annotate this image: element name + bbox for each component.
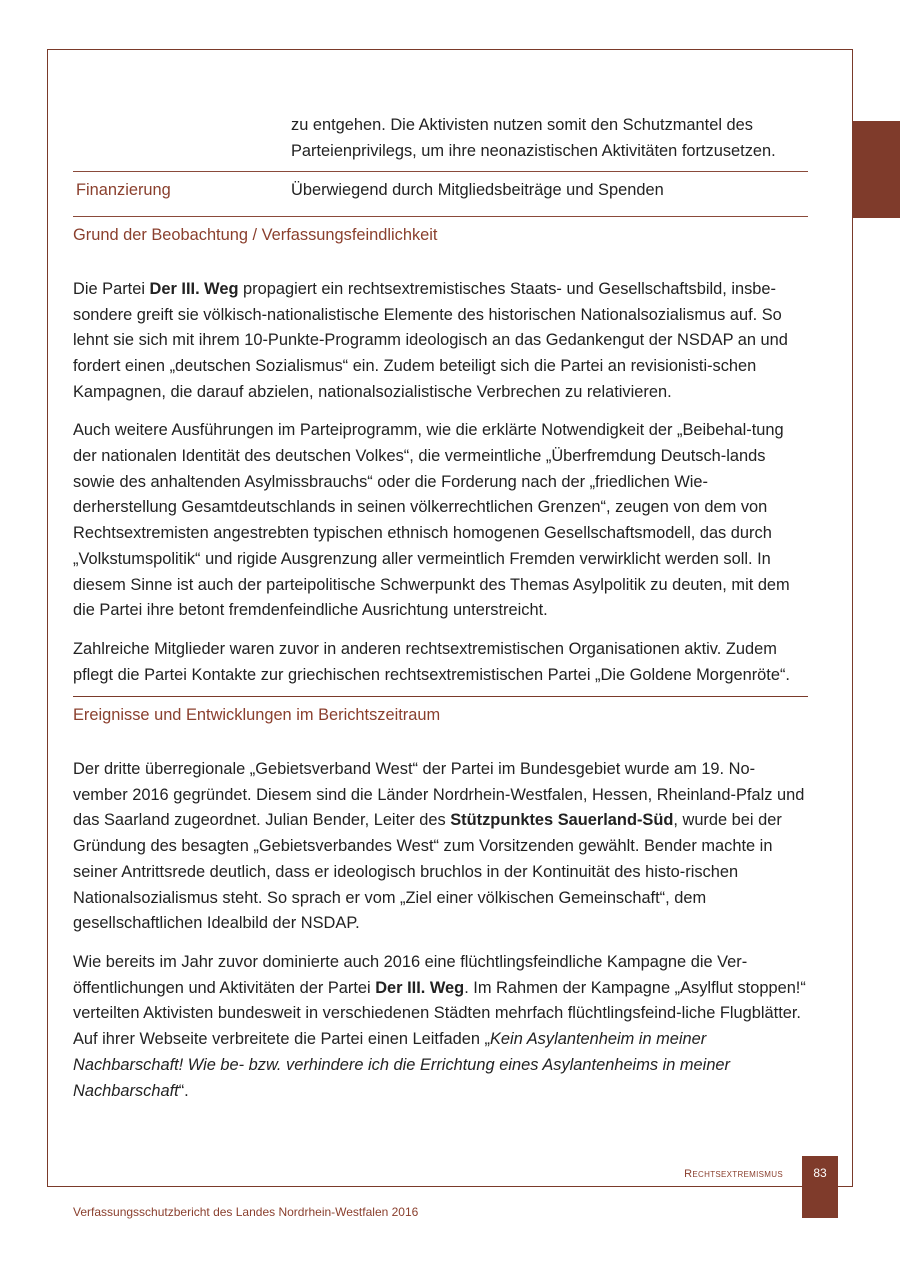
page-number: 83: [813, 1166, 827, 1180]
continued-line-1: zu entgehen. Die Aktivisten nutzen somit den Schutzmantel des: [291, 116, 753, 134]
document-title: Verfassungsschutzbericht des Landes Nordrhein-Westfalen 2016: [73, 1205, 419, 1219]
section-heading-grund: Grund der Beobachtung / Verfassungsfeindlichkeit: [73, 226, 438, 245]
section-heading-ereignisse: Ereignisse und Entwicklungen im Berichtszeitraum: [73, 706, 441, 725]
row-value: Überwiegend durch Mitgliedsbeiträge und Spenden: [291, 181, 664, 200]
running-section-title: Rechtsextremismus: [684, 1168, 783, 1180]
paragraph: Wie bereits im Jahr zuvor dominierte auch 2016 eine flüchtlingsfeindliche Kampagne die Ver-öffentlichungen und Aktivitäten der Partei Der III. Weg. Im Rahmen der Kampagne „Asylflut stoppen!“ verteilten Aktivisten bundesweit in verschiedenen Städten mehrfach flüchtlingsfeind-liche Flugblätter. Auf ihrer Webseite verbreitete die Partei einen Leitfaden „Kein Asylantenheim in meiner Nachbarschaft! Wie be- bzw. verhindere ich die Errichtung eines Asylantenheims in meiner Nachbarschaft“.: [73, 952, 806, 1100]
chapter-tab: [853, 121, 900, 218]
paragraph: Der dritte überregionale „Gebietsverband West“ der Partei im Bundesgebiet wurde am 19. No-vember 2016 gegründet. Diesem sind die Länder Nordrhein-Westfalen, Hessen, Rheinland-Pfalz und das Saarland zugeordnet. Julian Bender, Leiter des Stützpunktes Sauerland-Süd, wurde bei der Gründung des besagten „Gebietsverbandes West“ zum Vorsitzenden gewählt. Bender machte in seiner Antrittsrede deutlich, dass er ideologisch bruchlos in der Kontinuität des histo-rischen Nationalsozialismus steht. So sprach er vom „Ziel einer völkischen Gemeinschaft“, dem gesellschaftlichen Idealbild der NSDAP.: [73, 760, 805, 933]
row-label: Finanzierung: [76, 181, 171, 200]
party-name: Der III. Weg: [149, 279, 239, 298]
continued-line-2: Parteienprivilegs, um ihre neonazistischen Aktivitäten fortzusetzen.: [291, 141, 776, 160]
section-divider: [73, 216, 808, 217]
bold-term: Stützpunktes Sauerland-Süd: [450, 811, 674, 830]
paragraph: Auch weitere Ausführungen im Parteiprogramm, wie die erklärte Notwendigkeit der „Beibehal-tung der nationalen Identität des deutschen Volkes“, die vermeintliche „Überfremdung Deutsch-lands sowie des anhaltenden Asylmissbrauchs“ oder die Forderung nach der „friedlichen Wie-derherstellung Gesamtdeutschlands in seinen völkerrechtlichen Grenzen“, zeugen von dem von Rechtsextremisten angestrebten typischen ethnisch homogenen Gesellschaftsmodell, das durch „Volkstumspolitik“ und rigide Ausgrenzung aller vermeintlich Fremden verwirklicht werden soll. In diesem Sinne ist auch der parteipolitische Schwerpunkt des Themas Asylpolitik zu deuten, mit dem die Partei ihre betont fremdenfeindliche Ausrichtung unterstreicht.: [73, 421, 790, 620]
page-content: [73, 113, 808, 1117]
table-row-finanzierung: [73, 172, 808, 216]
table-continued-text: [73, 113, 808, 171]
section-divider: [73, 696, 808, 697]
guide-title: Kein Asylantenheim in meiner Nachbarschaft! Wie be- bzw. verhindere ich die Errichtung eines Asylantenheims in meiner Nachbarschaft: [73, 1030, 731, 1100]
paragraph: Zahlreiche Mitglieder waren zuvor in anderen rechtsextremistischen Organisationen aktiv. Zudem pflegt die Partei Kontakte zur griechischen rechtsextremistischen Partei „Die Goldene Morgenröte“.: [73, 639, 790, 684]
party-name: Der III. Weg: [375, 978, 465, 997]
paragraph: Die Partei Der III. Weg propagiert ein rechtsextremistisches Staats- und Gesellschaftsbild, insbe-sondere greift sie völkisch-nationalistische Elemente des historischen Nationalsozialismus auf. So lehnt sie sich mit ihrem 10-Punkte-Programm ideologisch an das Gedankengut der NSDAP an und fordert einen „deutschen Sozialismus“ ein. Zudem beteiligt sich die Partei an revisionisti-schen Kampagnen, die darauf abzielen, nationalsozialistische Verbrechen zu relativieren.: [73, 279, 788, 401]
